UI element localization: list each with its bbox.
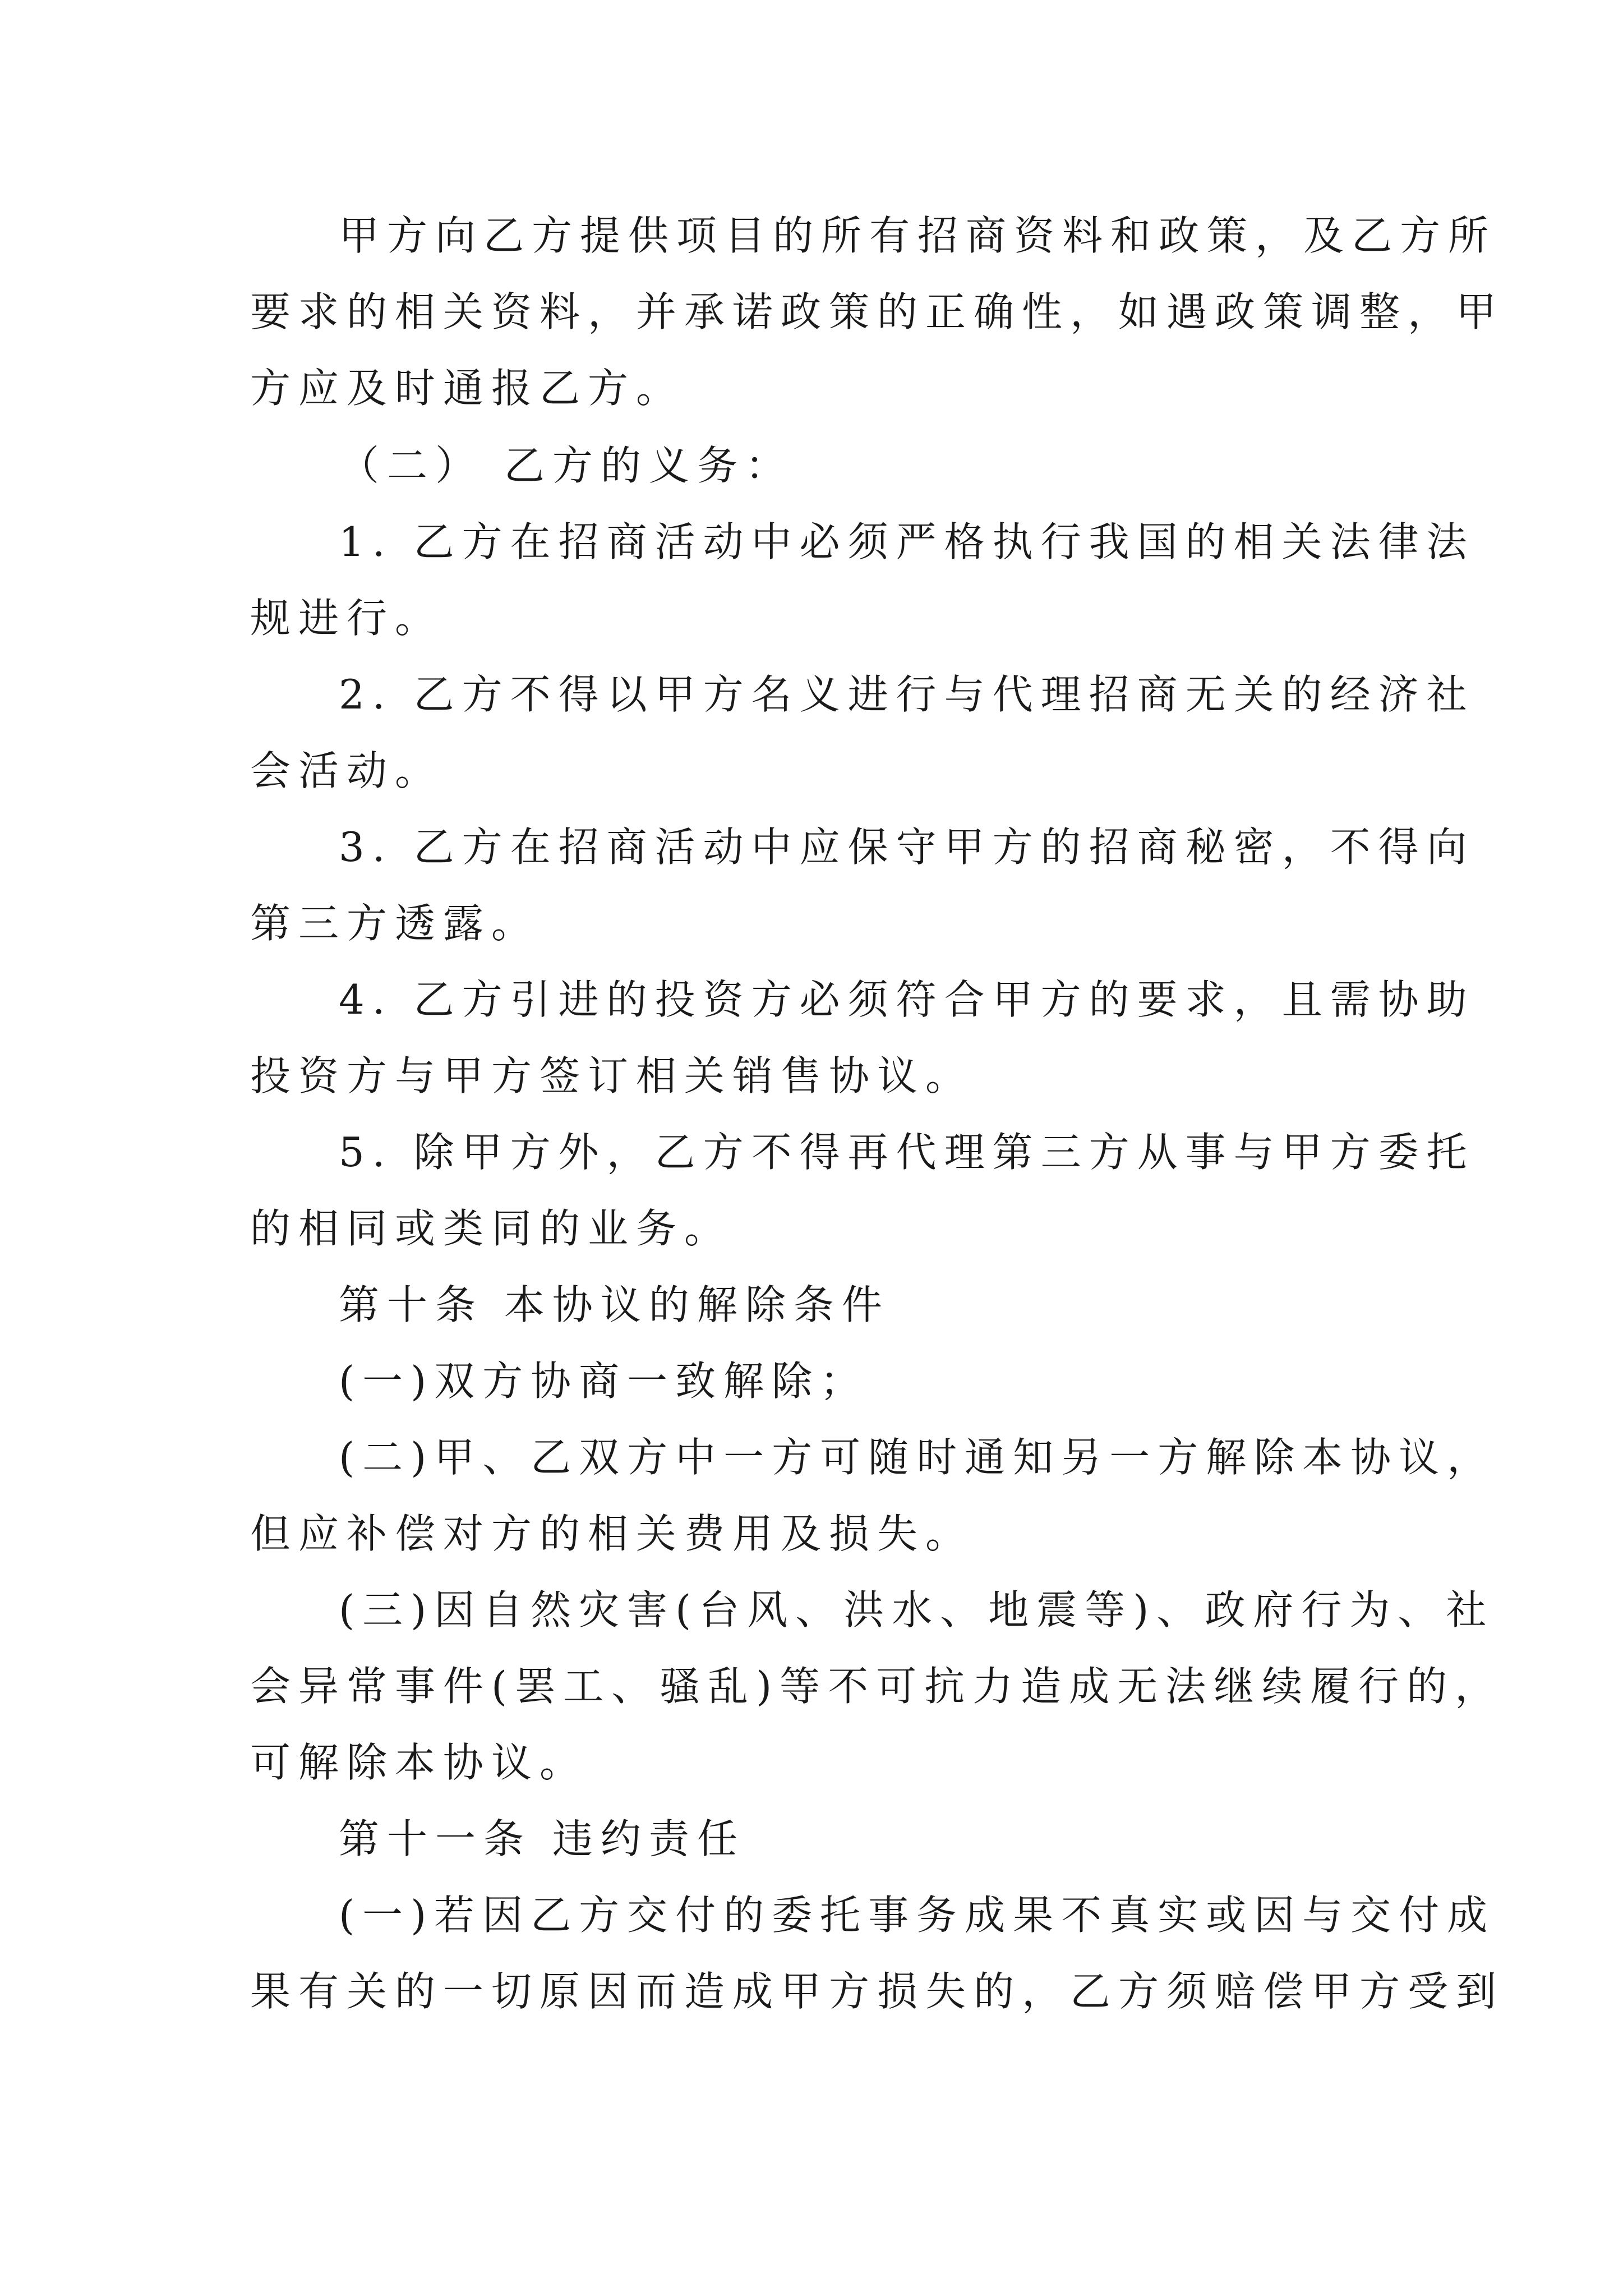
list-item: (一)双方协商一致解除； — [339, 1358, 869, 1405]
section-heading: （二） 乙方的义务： — [339, 442, 794, 489]
list-item: (一)若因乙方交付的委托事务成果不真实或因与交付成 — [339, 1892, 1496, 1939]
article-heading: 第十条 本协议的解除条件 — [339, 1281, 890, 1328]
text-line: 甲方向乙方提供项目的所有招商资料和政策，及乙方所 — [339, 212, 1497, 259]
list-item: 4. 乙方引进的投资方必须符合甲方的要求，且需协助 — [339, 976, 1475, 1023]
list-item: (二)甲、乙双方中一方可随时通知另一方解除本协议， — [339, 1434, 1496, 1481]
list-item: 5. 除甲方外，乙方不得再代理第三方从事与甲方委托 — [339, 1129, 1475, 1176]
text-line: 可解除本协议。 — [250, 1739, 588, 1786]
text-line: 投资方与甲方签订相关销售协议。 — [250, 1052, 974, 1099]
text-line: 方应及时通报乙方。 — [250, 365, 685, 412]
list-item: (三)因自然灾害(台风、洪水、地震等)、政府行为、社 — [339, 1586, 1495, 1634]
text-line: 果有关的一切原因而造成甲方损失的，乙方须赔偿甲方受到 — [250, 1968, 1505, 2015]
text-line: 要求的相关资料，并承诺政策的正确性，如遇政策调整，甲 — [250, 288, 1505, 335]
list-item: 2. 乙方不得以甲方名义进行与代理招商无关的经济社 — [339, 671, 1475, 718]
list-item: 1. 乙方在招商活动中必须严格执行我国的相关法律法 — [339, 518, 1475, 565]
text-line: 会活动。 — [250, 747, 444, 794]
text-line: 规进行。 — [250, 595, 444, 642]
text-line: 但应补偿对方的相关费用及损失。 — [250, 1510, 974, 1557]
text-line: 会异常事件(罢工、骚乱)等不可抗力造成无法继续履行的， — [250, 1663, 1504, 1710]
list-item: 3. 乙方在招商活动中应保守甲方的招商秘密，不得向 — [339, 823, 1475, 871]
text-line: 的相同或类同的业务。 — [250, 1205, 733, 1252]
article-heading: 第十一条 违约责任 — [339, 1815, 745, 1862]
text-line: 第三方透露。 — [250, 900, 540, 947]
